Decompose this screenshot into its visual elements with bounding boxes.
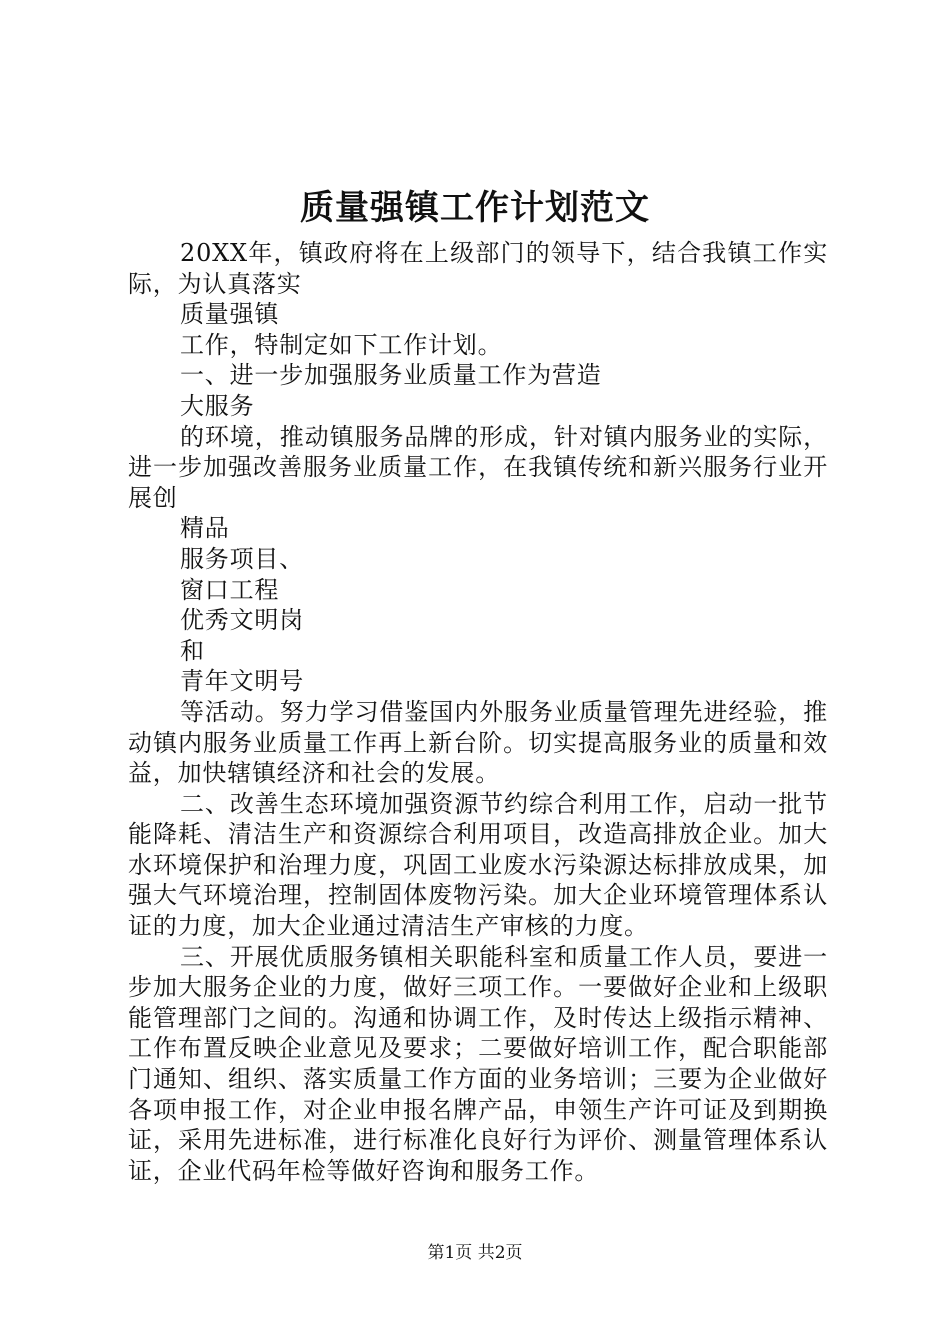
document-title: 质量强镇工作计划范文 <box>300 188 650 228</box>
paragraph: 青年文明号 <box>180 667 304 696</box>
paragraph: 一、进一步加强服务业质量工作为营造 <box>180 361 602 390</box>
paragraph: 优秀文明岗 <box>180 606 304 635</box>
document-body <box>128 238 828 1186</box>
paragraph: 和 <box>180 636 205 665</box>
paragraph: 质量强镇 <box>180 300 280 329</box>
paragraph: 服务项目、 <box>180 544 304 573</box>
paragraph: 窗口工程 <box>180 575 280 604</box>
paragraph: 精品 <box>180 514 230 543</box>
paragraph: 大服务 <box>180 391 255 420</box>
paragraph: 三、开展优质服务镇相关职能科室和质量工作人员，要进一步加大服务企业的力度，做好三项工作。一要做好企业和上级职能管理部门之间的。沟通和协调工作，及时传达上级指示精神、工作布置反映企业意见及要求；二要做好培训工作，配合职能部门通知、组织、落实质量工作方面的业务培训；三要为企业做好各项申报工作，对企业申报名牌产品，申领生产许可证及到期换证，采用先进标准，进行标准化良好行为评价、测量管理体系认证，企业代码年检等做好咨询和服务工作。 <box>128 942 828 1185</box>
paragraph: 的环境，推动镇服务品牌的形成，针对镇内服务业的实际，进一步加强改善服务业质量工作，在我镇传统和新兴服务行业开展创 <box>128 422 828 512</box>
paragraph: 二、改善生态环境加强资源节约综合利用工作，启动一批节能降耗、清洁生产和资源综合利用项目，改造高排放企业。加大水环境保护和治理力度，巩固工业废水污染源达标排放成果，加强大气环境治理，控制固体废物污染。加大企业环境管理体系认证的力度，加大企业通过清洁生产审核的力度。 <box>128 789 828 941</box>
page-number-footer: 第1页 共2页 <box>427 1243 523 1263</box>
paragraph: 等活动。努力学习借鉴国内外服务业质量管理先进经验，推动镇内服务业质量工作再上新台阶。切实提高服务业的质量和效益，加快辖镇经济和社会的发展。 <box>128 697 828 788</box>
paragraph: 工作，特制定如下工作计划。 <box>180 330 503 359</box>
paragraph: 20XX年，镇政府将在上级部门的领导下，结合我镇工作实际，为认真落实 <box>128 239 828 298</box>
